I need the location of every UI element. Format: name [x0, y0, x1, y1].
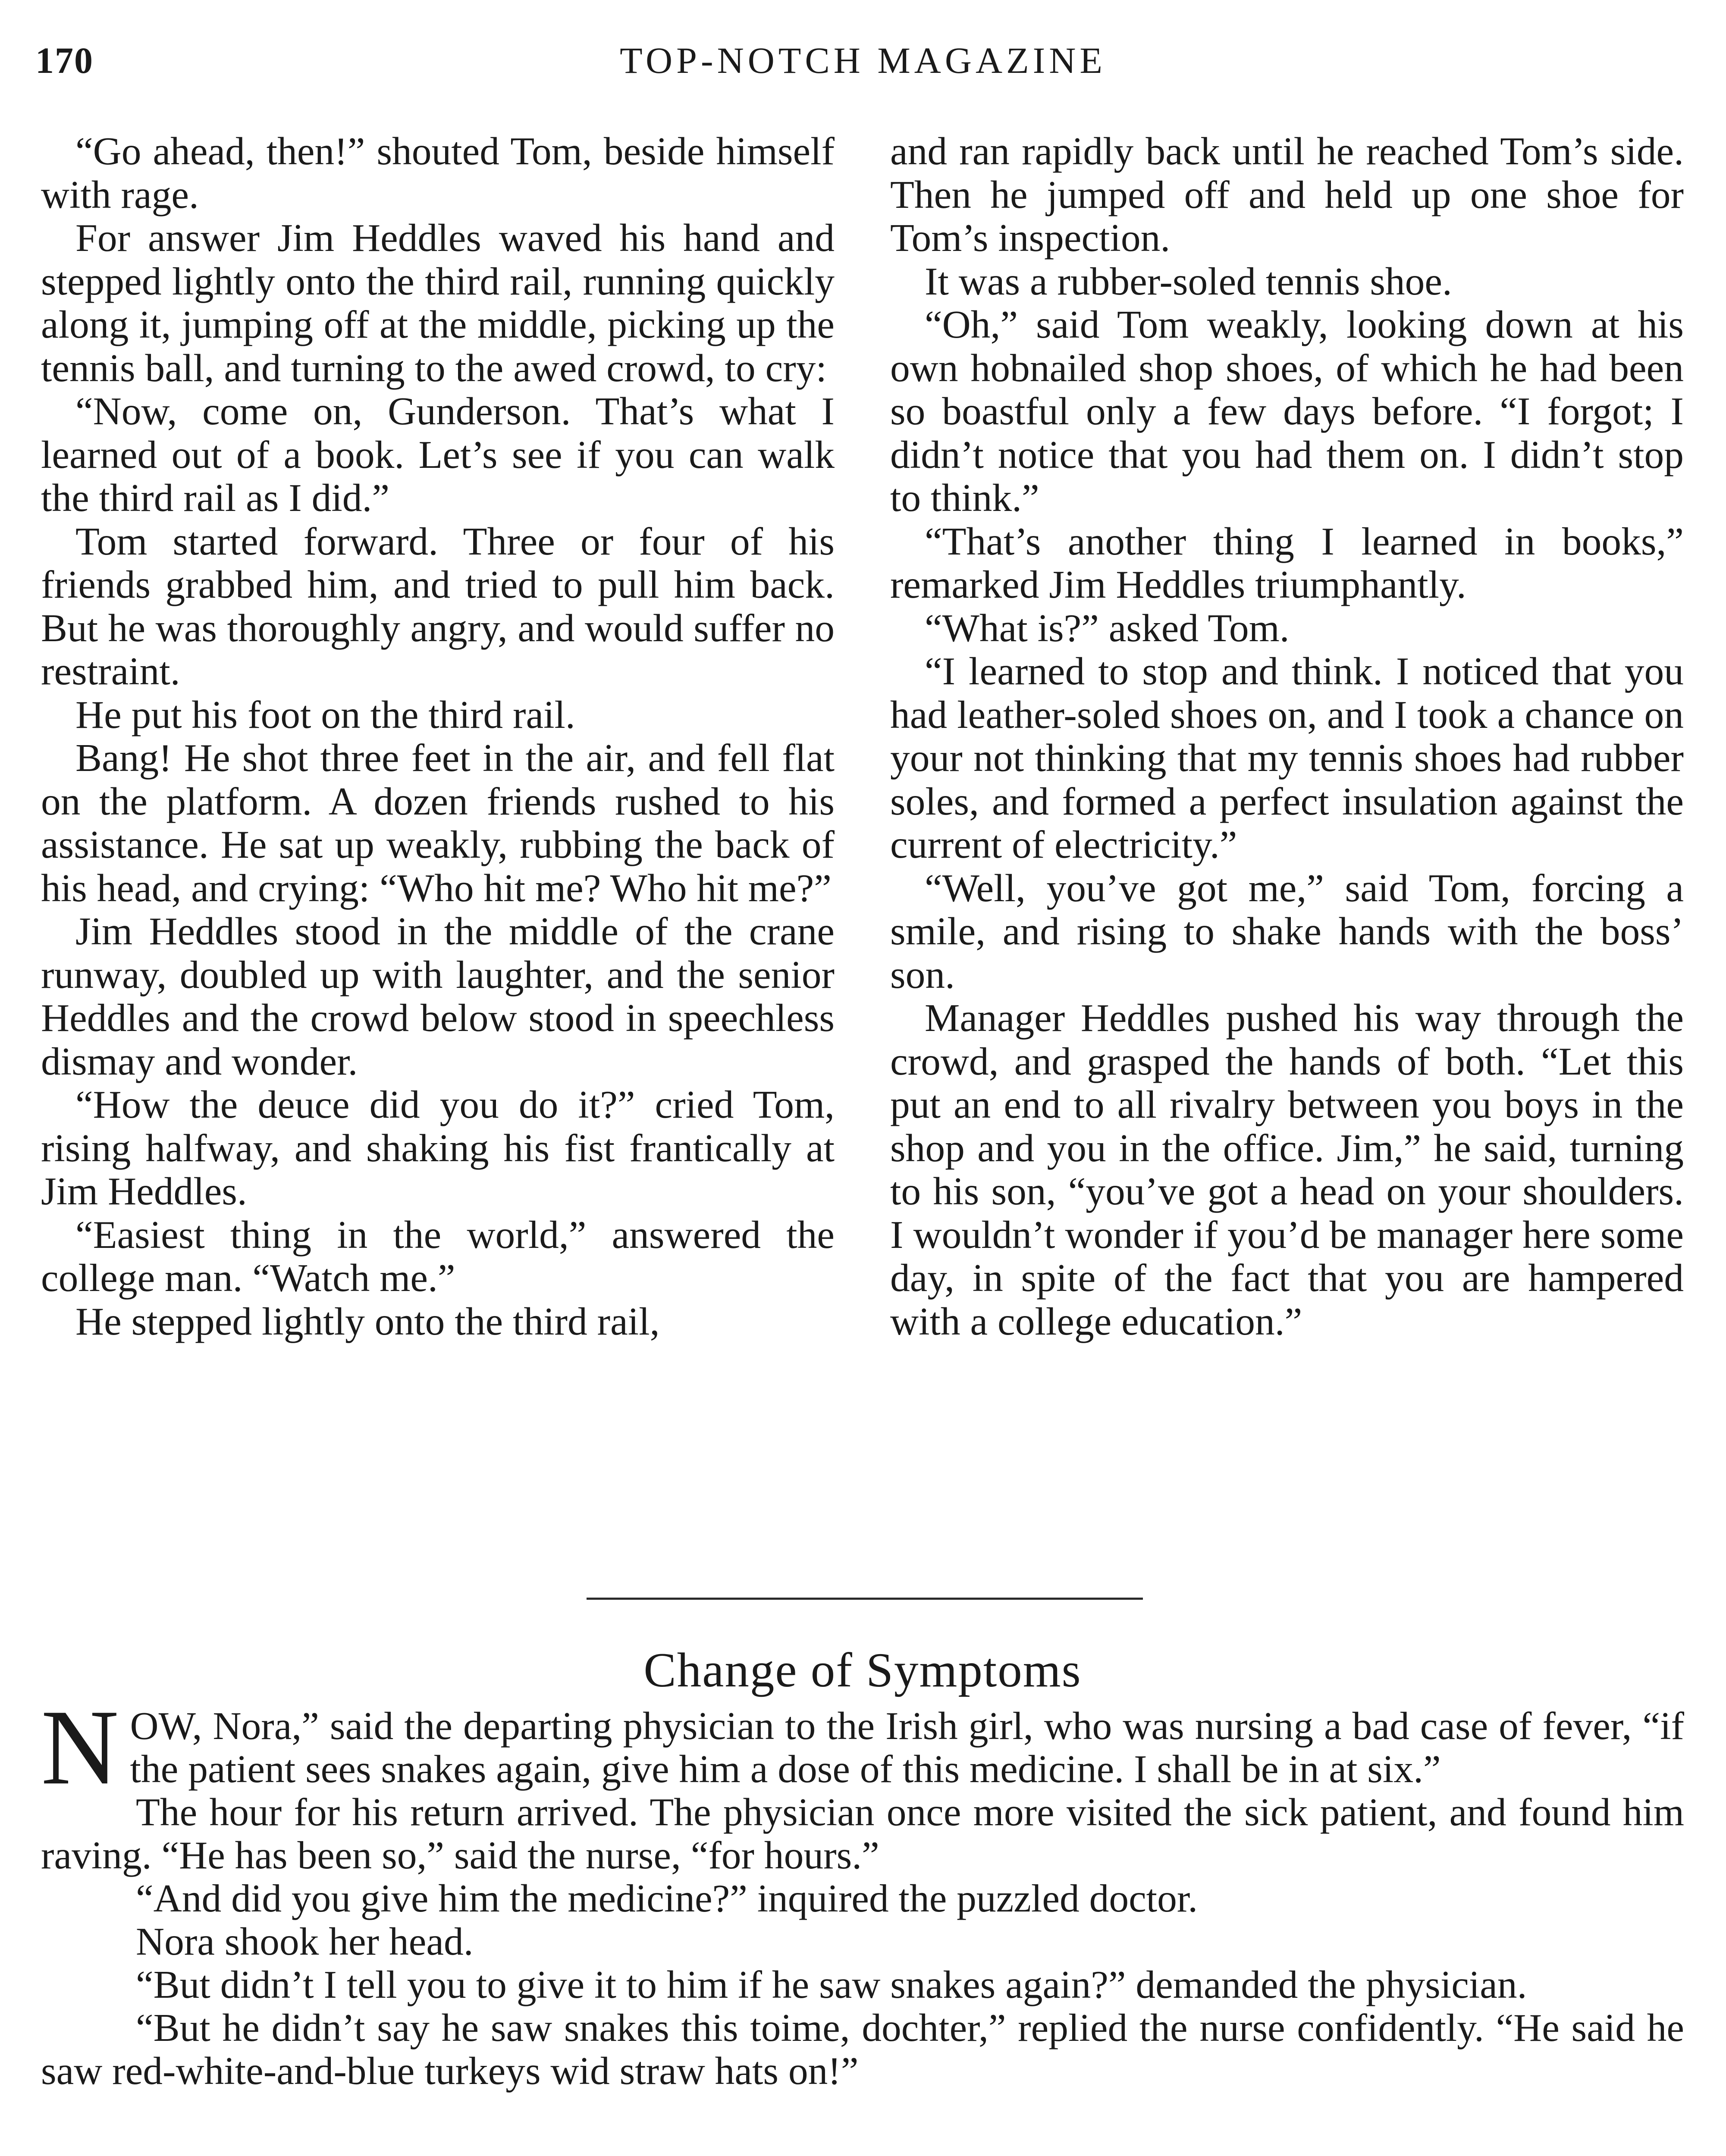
drop-cap: N [41, 1688, 119, 1807]
paragraph: “Well, you’ve got me,” said Tom, forcing a smile, and rising to shake hands with the boss’ son. [890, 865, 1684, 997]
paragraph: “Go ahead, then!” shouted Tom, beside himself with rage. [41, 129, 835, 216]
page-number: 170 [35, 40, 94, 81]
paragraph: “But didn’t I tell you to give it to him if he saw snakes again?” demanded the physician. [136, 1962, 1527, 2006]
paragraph: “Easiest thing in the world,” answered the college man. “Watch me.” [41, 1212, 835, 1300]
paragraph: Nora shook her head. [136, 1919, 474, 1963]
paragraph: For answer Jim Heddles waved his hand and stepped lightly onto the third rail, running quickly along it, jumping off at the middle, picking up the tennis ball, and turning to the awed crowd, to cry: [41, 216, 835, 390]
paragraph: He put his foot on the third rail. [75, 692, 575, 736]
right-column [890, 129, 1684, 1343]
section-divider [587, 1598, 1143, 1600]
paragraph: “What is?” asked Tom. [925, 605, 1290, 650]
paragraph: “That’s another thing I learned in books,” remarked Jim Heddles triumphantly. [890, 519, 1684, 606]
paragraph: “How the deuce did you do it?” cried Tom, rising halfway, and shaking his fist frantically at Jim Heddles. [41, 1082, 835, 1213]
paragraph: He stepped lightly onto the third rail, [75, 1299, 660, 1343]
continued-paragraph: and ran rapidly back until he reached Tom’s side. Then he jumped off and held up one shoe for Tom’s inspection. [890, 129, 1684, 260]
paragraph: “Oh,” said Tom weakly, looking down at his own hobnailed shop shoes, of which he had been so boastful only a few days before. “I forgot; I didn’t notice that you had them on. I didn’t stop to think.” [890, 302, 1684, 520]
paragraph: Bang! He shot three feet in the air, and fell flat on the platform. A dozen friends rushed to his assistance. He sat up weakly, rubbing the back of his head, and crying: “Who hit me? Who hit me?” [41, 736, 835, 910]
paragraph: “Now, come on, Gunderson. That’s what I learned out of a book. Let’s see if you can walk the third rail as I did.” [41, 389, 835, 520]
running-head: TOP-NOTCH MAGAZINE [620, 40, 1106, 81]
lead-small-caps: OW, [130, 1704, 202, 1748]
left-column [41, 129, 835, 1343]
paragraph: Manager Heddles pushed his way through the crowd, and grasped the hands of both. “Let this put an end to all rivalry between you boys in the shop and you in the office. Jim,” he said, turning to his son, “you’ve got a head on your shoulders. I wouldn’t wonder if you’d be manager here some day, in spite of the fact that you are hampered with a college education.” [890, 996, 1684, 1343]
paragraph: “But he didn’t say he saw snakes this toime, dochter,” replied the nurse confidently. “He said he saw red-white-and-blue turkeys wid straw hats on!” [41, 2006, 1684, 2093]
paragraph: Tom started forward. Three or four of his friends grabbed him, and tried to pull him back. But he was thoroughly angry, and would suffer no restraint. [41, 519, 835, 693]
paragraph: It was a rubber-soled tennis shoe. [925, 259, 1452, 303]
lead-text: Nora,” said the departing physician to the Irish girl, who was nursing a bad case of fever, “if the patient sees snakes again, give him a dose of this medicine. I shall be in at six.” [130, 1704, 1684, 1791]
paragraph: Jim Heddles stood in the middle of the crane runway, doubled up with laughter, and the senior Heddles and the crowd below stood in speechless dismay and wonder. [41, 909, 835, 1083]
paragraph: “And did you give him the medicine?” inquired the puzzled doctor. [136, 1876, 1198, 1920]
paragraph: The hour for his return arrived. The physician once more visited the sick patient, and found him raving. “He has been so,” said the nurse, “for hours.” [41, 1790, 1684, 1877]
lead-paragraph [41, 1688, 1684, 1807]
story-title: Change of Symptoms [643, 1643, 1082, 1697]
paragraph: “I learned to stop and think. I noticed that you had leather-soled shoes on, and I took a chance on your not thinking that my tennis shoes had rubber soles, and formed a perfect insulation against the current of electricity.” [890, 649, 1684, 866]
story-change-of-symptoms [41, 1643, 1684, 2092]
